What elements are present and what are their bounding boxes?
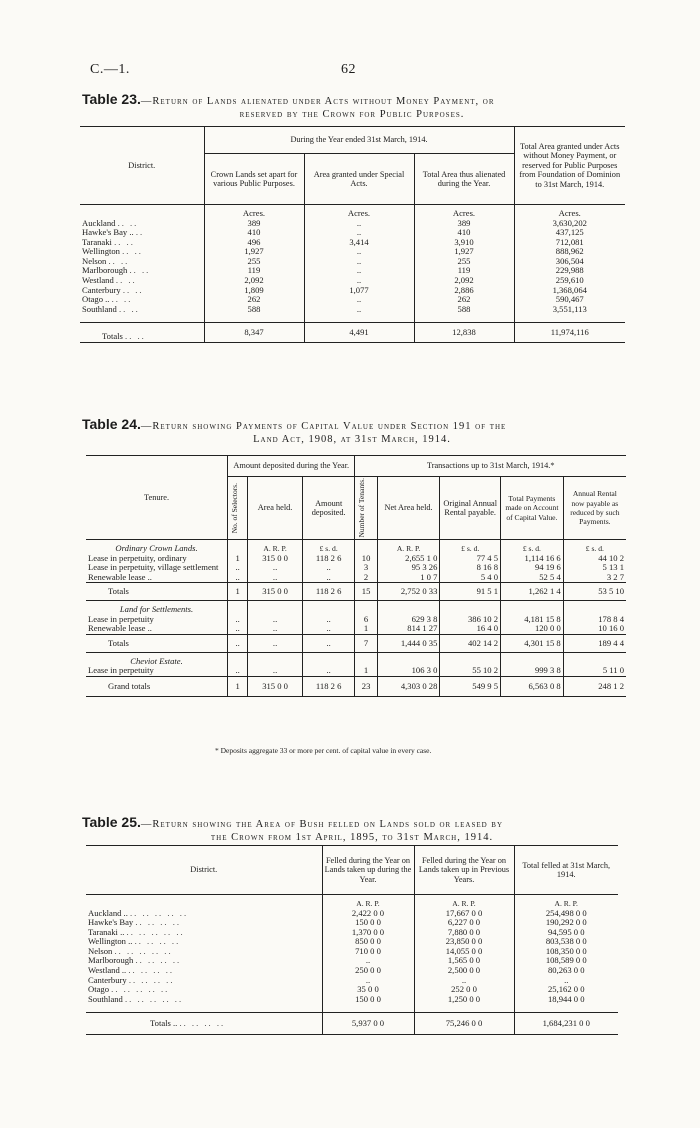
t24-unit: £ s. d. [501,540,564,554]
table-row: Southland .. .. .. .. .. 150 0 0 1,250 0 0 18,944 0 0 [86,995,618,1005]
t23-cell: 259,610 [555,275,584,286]
t24-cell: 1 [228,583,248,601]
t23-cell: 888,962 [555,246,584,257]
t25-district: Nelson [88,945,113,956]
t24-cell: 10 [355,554,377,564]
t23-cell: 389 [414,219,514,229]
t23-cell: 1,927 [204,247,304,257]
table-row: Nelson .. .. .. .. .. 710 0 0 14,055 0 0 108,350 0 0 [86,947,618,957]
t23-cell: 3,551,113 [552,303,587,314]
t25-cell: 710 0 0 [322,947,414,957]
t24-unit: A. R. P. [377,540,440,554]
t23-cell: .. [304,228,414,238]
t25-cell: 1,565 0 0 [414,956,514,966]
t23-cell: 2,886 [414,286,514,296]
table-row: Westland .. .. 2,092 .. 2,092 259,610 [80,276,625,286]
t23-cell: .. [304,295,414,305]
t24-cell: .. [302,666,355,676]
t24-cell: 1,114 16 6 [501,554,564,564]
t23-cell: 2,092 [204,276,304,286]
t25-unit: A. R. P. [322,895,414,909]
t25-cell: 1,250 0 0 [414,995,514,1005]
t25-cell: .. [322,976,414,986]
t24-cell: .. [228,563,248,573]
table-row: Otago .. .. .. 262 .. 262 590,467 [80,295,625,305]
t23-district: Canterbury [82,284,121,295]
t24-head-rental: Original Annual Rental payable. [440,477,501,540]
t23-head-district: District. [80,127,204,205]
table-23-label: Table 23. [82,91,141,107]
table-23-title-2: reserved by the Crown for Public Purposes. [239,109,465,120]
table-24-caption [82,418,622,446]
t25-cell: 94,595 0 0 [547,926,585,937]
t24-cell: 1,262 1 4 [501,583,564,601]
t24-cell: 5 4 0 [440,573,501,583]
t25-cell: 6,227 0 0 [414,918,514,928]
table-24-title-2: Land Act, 1908, at 31st March, 1914. [253,434,451,445]
t24-cell: 120 0 0 [501,624,564,634]
t23-cell: 410 [414,228,514,238]
t23-cell: .. [304,305,414,315]
t23-district: Wellington [82,246,120,257]
table-row [86,573,626,583]
t24-cell: .. [302,624,355,634]
t24-section-title: Land for Settlements. [86,601,228,615]
t23-cell: 3,414 [304,238,414,248]
t24-cell: .. [248,624,303,634]
t25-district: Auckland .. [88,907,128,918]
t25-cell: 17,667 0 0 [414,909,514,919]
t25-district: Otago [88,984,110,995]
page-code: C.—1. [90,62,130,77]
t24-cell: 77 4 5 [440,554,501,564]
t24-cell: 6 [355,615,377,625]
t24-tenure: Lease in perpetuity [86,666,228,676]
t25-cell: 7,880 0 0 [414,928,514,938]
t24-cell: 2 [355,573,377,583]
t23-cell: 262 [414,295,514,305]
t23-cell: 262 [204,295,304,305]
table-row: Southland .. .. 588 .. 588 3,551,113 [80,305,625,315]
table-row: Auckland .. .. 389 .. 389 3,630,202 [80,219,625,229]
t24-cell: 386 10 2 [440,615,501,625]
t23-cell: 229,988 [555,265,584,276]
t23-unit: Acres. [204,205,304,219]
t23-unit: Acres. [558,207,581,218]
t23-head-crown-lands: Crown Lands set apart for various Public Purposes. [204,154,304,205]
t24-cell: 814 1 27 [377,624,440,634]
t24-tenure: Renewable lease .. [86,624,228,634]
t23-district: Westland [82,275,114,286]
t25-cell: 80,263 0 0 [547,965,585,976]
t23-total-cell: 4,491 [304,322,414,342]
t24-head-amount: Amount deposited. [302,477,355,540]
t25-total-cell: 75,246 0 0 [414,1012,514,1034]
t24-cell: 52 5 4 [501,573,564,583]
t24-head-transactions-group: Transactions up to 31st March, 1914.* [355,456,626,477]
table-row: Canterbury .. .. .. .. .. .. .. [86,976,618,986]
t24-cell: .. [248,563,303,573]
t23-cell: 255 [204,257,304,267]
table-row: Taranaki .. .. .. .. .. .. 1,370 0 0 7,880 0 0 94,595 0 0 [86,928,618,938]
t24-cell: 4,181 15 8 [501,615,564,625]
t24-cell: 118 2 6 [302,583,355,601]
t23-cell: 712,081 [555,236,584,247]
t24-cell: 53 5 10 [598,585,624,596]
t24-cell: .. [302,634,355,652]
t23-unit: Acres. [304,205,414,219]
t24-head-selectors: No. of Selectors. [230,482,240,534]
table-row: Otago .. .. .. .. .. 35 0 0 252 0 0 25,162 0 0 [86,985,618,995]
t25-cell: 108,350 0 0 [545,945,587,956]
t24-footnote: * Deposits aggregate 33 or more per cent. of capital value in every case. [215,746,432,755]
t24-unit: £ s. d. [585,543,604,553]
table-23-caption [82,93,622,121]
t24-cell: .. [302,563,355,573]
t24-cell: .. [228,615,248,625]
t25-totals-label: Totals .. [150,1017,178,1028]
t24-section-title: Cheviot Estate. [86,652,228,666]
t24-cell: .. [248,573,303,583]
t24-tenure: Lease in perpetuity, village settlement [86,563,228,573]
table-row [86,583,626,601]
t24-section-title: Ordinary Crown Lands. [86,540,228,554]
table-row: Canterbury .. .. 1,809 1,077 2,886 1,368,064 [80,286,625,296]
t24-cell: 4,303 0 28 [377,677,440,697]
t23-cell: 306,504 [555,255,584,266]
t24-head-tenure: Tenure. [86,456,228,540]
t24-cell: 1 [228,677,248,697]
t24-head-net-area: Net Area held. [377,477,440,540]
table-row [86,666,626,676]
t24-cell: 3 2 7 [606,571,624,582]
t25-head-felled-previous: Felled during the Year on Lands taken up in Previous Years. [414,846,514,895]
table-row: Nelson .. .. 255 .. 255 306,504 [80,257,625,267]
table-row: Taranaki .. .. 496 3,414 3,910 712,081 [80,238,625,248]
t23-cell: 3,630,202 [552,217,587,228]
t24-cell: .. [228,634,248,652]
table-row [86,677,626,697]
t24-cell: .. [248,666,303,676]
t24-cell: 44 10 2 [598,552,624,563]
t24-cell: 91 5 1 [440,583,501,601]
t24-cell: 1 0 7 [377,573,440,583]
t23-cell: 1,927 [414,247,514,257]
t23-cell: .. [304,276,414,286]
table-23 [80,126,625,343]
t23-cell: 389 [204,219,304,229]
t25-cell: .. [414,976,514,986]
t25-cell: 850 0 0 [322,937,414,947]
t24-head-deposit-group: Amount deposited during the Year. [228,456,355,477]
table-25-caption [82,816,622,844]
t25-cell: .. [564,974,569,985]
t24-cell: 15 [355,583,377,601]
t24-cell: 5 11 0 [602,665,624,676]
t24-cell: 629 3 8 [377,615,440,625]
t25-district: Marlborough [88,955,134,966]
t23-cell: 1,368,064 [552,284,587,295]
table-row: Marlborough .. .. 119 .. 119 229,988 [80,266,625,276]
t24-cell: 23 [355,677,377,697]
t23-unit: Acres. [414,205,514,219]
t23-totals-label: Totals [102,331,123,342]
t23-cell: 255 [414,257,514,267]
t24-cell: 5 13 1 [602,562,624,573]
t23-totals-row: Totals .. .. 8,347 4,491 12,838 11,974,116 [80,322,625,342]
table-24-label: Table 24. [82,416,141,432]
t24-unit: £ s. d. [302,540,355,554]
t25-head-felled-new: Felled during the Year on Lands taken up during the Year. [322,846,414,895]
t23-head-special-acts: Area granted under Special Acts. [304,154,414,205]
t23-cell: 588 [414,305,514,315]
t23-cell: 2,092 [414,276,514,286]
t24-head-reduced: Annual Rental now payable as reduced by such Payments. [570,489,620,527]
t23-cell: 1,809 [204,286,304,296]
page-number: 62 [341,62,356,77]
t24-cell: .. [228,573,248,583]
t24-grand-totals-label: Grand totals [86,677,228,697]
t25-total-cell: 5,937 0 0 [322,1012,414,1034]
t24-cell: 16 4 0 [440,624,501,634]
t25-cell: 250 0 0 [322,966,414,976]
t23-head-total-year: Total Area thus alienated during the Year. [414,154,514,205]
t24-cell: 95 3 26 [377,563,440,573]
t25-unit: A. R. P. [414,895,514,909]
t24-cell: 1 [355,624,377,634]
table-row: Hawke's Bay .. .. 410 .. 410 437,125 [80,228,625,238]
t23-head-total-granted: Total Area granted under Acts without Money Payment, or reserved for Public Purposes from Foundation of Dominion to 31st March, 1914. [519,141,621,189]
t24-cell: 94 19 6 [501,563,564,573]
t23-cell: 588 [204,305,304,315]
t23-district: Taranaki [82,236,112,247]
t23-cell: 119 [204,266,304,276]
t24-cell: .. [228,666,248,676]
t24-cell: 315 0 0 [248,677,303,697]
t23-cell: 590,467 [555,294,584,305]
t24-cell: 2,655 1 0 [377,554,440,564]
t24-tenure: Lease in perpetuity, ordinary [86,554,228,564]
t25-cell: 252 0 0 [414,985,514,995]
table-row: Hawke's Bay .. .. .. .. 150 0 0 6,227 0 0 190,292 0 0 [86,918,618,928]
t24-cell: 3 [355,563,377,573]
t24-cell: 549 9 5 [440,677,501,697]
t24-cell: 118 2 6 [302,554,355,564]
t25-cell: 150 0 0 [322,995,414,1005]
t25-district: Westland .. [88,965,127,976]
table-row [86,624,626,634]
t23-cell: 119 [414,266,514,276]
t25-cell: 2,422 0 0 [322,909,414,919]
t23-cell: 410 [204,228,304,238]
t24-cell: .. [302,615,355,625]
t25-cell: 35 0 0 [322,985,414,995]
t24-cell: 189 4 4 [598,637,624,648]
t23-total-cell: 12,838 [414,322,514,342]
t23-cell: 3,910 [414,238,514,248]
t24-cell: 248 1 2 [598,680,624,691]
table-row: Wellington .. .. 1,927 .. 1,927 888,962 [80,247,625,257]
t24-head-payments: Total Payments made on Account of Capital Value. [501,477,564,540]
t23-cell: .. [304,219,414,229]
t25-district: Hawke's Bay [88,917,134,928]
t24-cell: 2,752 0 33 [377,583,440,601]
t25-cell: 190,292 0 0 [545,917,587,928]
t23-cell: .. [304,257,414,267]
t25-district: Taranaki .. [88,926,125,937]
t25-cell: 254,498 0 0 [545,907,587,918]
t25-cell: 2,500 0 0 [414,966,514,976]
t23-cell: .. [304,247,414,257]
t24-cell: .. [248,634,303,652]
t24-cell: 999 3 8 [501,666,564,676]
t23-cell: 496 [204,238,304,248]
t24-totals-label: Totals [86,634,228,652]
t24-cell: 1 [228,554,248,564]
t24-cell: 315 0 0 [248,554,303,564]
table-25-title-2: the Crown from 1st April, 1895, to 31st March, 1914. [210,832,494,843]
table-row: Marlborough .. .. .. .. .. 1,565 0 0 108,589 0 0 [86,956,618,966]
t24-cell: 402 14 2 [440,634,501,652]
t23-total-cell: 11,974,116 [550,326,589,337]
t23-district: Otago .. [82,294,110,305]
t24-unit: A. R. P. [248,540,303,554]
table-25-label: Table 25. [82,814,141,830]
table-row: Wellington .. .. .. .. .. 850 0 0 23,850 0 0 803,538 0 0 [86,937,618,947]
t24-cell: 315 0 0 [248,583,303,601]
t25-district: Southland [88,993,123,1004]
t23-head-group: During the Year ended 31st March, 1914. [204,127,514,154]
t25-cell: 14,055 0 0 [414,947,514,957]
t24-totals-label: Totals [86,583,228,601]
t24-tenure: Lease in perpetuity [86,615,228,625]
table-24-title-1: —Return showing Payments of Capital Value under Section 191 of the [140,421,507,432]
t24-head-tenants: Number of Tenants. [357,478,367,538]
t25-totals-row: Totals .. .. .. .. .. 5,937 0 0 75,246 0 0 1,684,231 0 0 [86,1012,618,1034]
t25-cell: .. [322,956,414,966]
table-row: Westland .. .. .. .. .. 250 0 0 2,500 0 0 80,263 0 0 [86,966,618,976]
t23-district: Southland [82,303,117,314]
t24-cell: 10 16 0 [598,623,624,634]
t24-head-area-held: Area held. [248,477,303,540]
t25-district: Canterbury [88,974,127,985]
t25-cell: 23,850 0 0 [414,937,514,947]
t24-cell: 106 3 0 [377,666,440,676]
t24-cell: 4,301 15 8 [501,634,564,652]
t25-total-cell: 1,684,231 0 0 [542,1017,590,1028]
t23-total-cell: 8,347 [204,322,304,342]
t23-cell: .. [304,266,414,276]
t25-district: Wellington .. [88,936,133,947]
t24-cell: 6,563 0 8 [501,677,564,697]
t24-cell: 8 16 8 [440,563,501,573]
t23-district: Auckland [82,217,116,228]
t24-cell: 1,444 0 35 [377,634,440,652]
t24-cell: .. [228,624,248,634]
t24-cell: .. [248,615,303,625]
t24-cell: 178 8 4 [598,613,624,624]
t25-cell: 150 0 0 [322,918,414,928]
t23-district: Hawke's Bay .. [82,227,134,238]
table-row: Auckland .. .. .. .. .. .. 2,422 0 0 17,667 0 0 254,498 0 0 [86,909,618,919]
t25-cell: 25,162 0 0 [547,984,585,995]
t23-cell: 1,077 [304,286,414,296]
table-24 [86,455,626,697]
t25-cell: 108,589 0 0 [545,955,587,966]
t23-district: Marlborough [82,265,128,276]
t25-cell: 1,370 0 0 [322,928,414,938]
t25-cell: 18,944 0 0 [547,993,585,1004]
table-row [86,634,626,652]
t23-cell: 437,125 [555,227,584,238]
t25-unit: A. R. P. [554,898,578,908]
t25-cell: 803,538 0 0 [545,936,587,947]
t24-cell: 1 [355,666,377,676]
table-25-title-1: —Return showing the Area of Bush felled on Lands sold or leased by [140,819,504,830]
t23-district: Nelson [82,255,107,266]
t25-head-total-felled: Total felled at 31st March, 1914. [522,860,611,879]
t24-tenure: Renewable lease .. [86,573,228,583]
table-23-title-1: —Return of Lands alienated under Acts without Money Payment, or [140,96,495,107]
t24-cell: 118 2 6 [302,677,355,697]
t25-head-district: District. [86,846,322,895]
t24-cell: 7 [355,634,377,652]
t24-cell: .. [302,573,355,583]
table-25 [86,845,618,1035]
t24-cell: 55 10 2 [440,666,501,676]
t24-unit: £ s. d. [440,540,501,554]
